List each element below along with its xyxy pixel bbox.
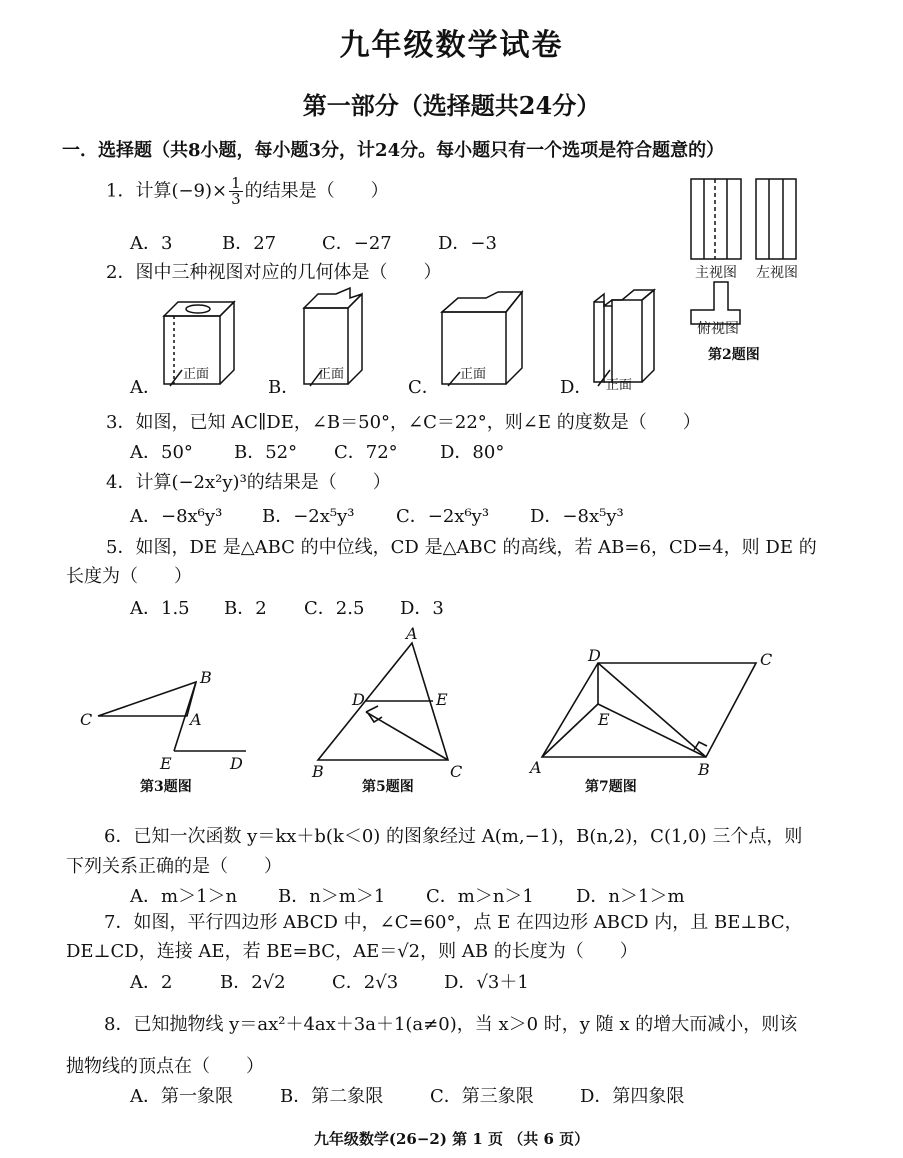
section-heading: 一．选择题（共8小题，每小题3分，计24分。每小题只有一个选项是符合题意的） (62, 140, 725, 161)
q1-option-d: D．−3 (438, 233, 497, 254)
q3-option-c: C．72° (334, 442, 398, 463)
q6-option-a: A．m＞1＞n (130, 886, 238, 907)
q5-option-c: C．2.5 (304, 598, 365, 619)
q8-option-c: C．第三象限 (430, 1086, 534, 1107)
q1-option-b: B．27 (222, 233, 277, 254)
q7-stem-line1: 7．如图，平行四边形 ABCD 中，∠C=60°，点 E 在四边形 ABCD 内，且 BE⊥BC， (104, 912, 803, 933)
q1-stem-post: 的结果是（ ） (244, 180, 389, 202)
q1-frac-num: 1 (231, 174, 241, 192)
q2-b-front-label: 正面 (318, 367, 345, 382)
q7-option-a: A．2 (130, 972, 173, 993)
q4-option-a: A．−8x⁶y³ (130, 506, 223, 527)
fig5-label-b: B (312, 762, 324, 781)
main-view-label: 主视图 (695, 265, 737, 281)
fig3-label-c: C (80, 710, 93, 729)
q4-option-b: B．−2x⁵y³ (262, 506, 355, 527)
q6-option-d: D．n＞1＞m (576, 886, 685, 907)
q7-option-b: B．2√2 (220, 972, 286, 993)
fig7-caption: 第7题图 (585, 779, 637, 795)
fig5-label-e: E (436, 690, 448, 709)
fig7-label-e: E (598, 710, 610, 729)
q5-option-d: D．3 (400, 598, 444, 619)
q2-option-b: B． (268, 377, 300, 398)
fig3-label-b: B (200, 668, 212, 687)
fig3-label-a: A (190, 710, 202, 729)
q1-frac-den: 3 (231, 190, 241, 208)
q2-a-front-label: 正面 (183, 367, 210, 382)
q6-stem-line1: 6．已知一次函数 y＝kx＋b(k＜0) 的图象经过 A(m,−1)，B(n,2)，C(1,0) 三个点，则 (104, 826, 803, 847)
q8-option-b: B．第二象限 (280, 1086, 384, 1107)
q6-option-b: B．n＞m＞1 (278, 886, 386, 907)
fig5-label-a: A (406, 624, 418, 643)
q1-option-c: C．−27 (322, 233, 392, 254)
q2-c-front-label: 正面 (460, 367, 487, 382)
fig3-caption: 第3题图 (140, 779, 192, 795)
q8-option-a: A．第一象限 (130, 1086, 233, 1107)
exam-title: 九年级数学试卷 (339, 28, 564, 63)
q2-d-front-label: 正面 (606, 378, 633, 393)
q5-option-a: A．1.5 (130, 598, 190, 619)
q8-option-d: D．第四象限 (580, 1086, 685, 1107)
q7-stem-line2: DE⊥CD，连接 AE，若 BE=BC，AE＝√2，则 AB 的长度为（ ） (66, 941, 638, 962)
fig7-label-a: A (530, 758, 542, 777)
q4-option-c: C．−2x⁶y³ (396, 506, 490, 527)
q2-caption: 第2题图 (708, 347, 760, 363)
q3-option-d: D．80° (440, 442, 505, 463)
q1-option-a: A．3 (130, 233, 173, 254)
fig3-label-e: E (160, 754, 172, 773)
q7-option-c: C．2√3 (332, 972, 399, 993)
q4-option-d: D．−8x⁵y³ (530, 506, 624, 527)
q3-option-a: A．50° (130, 442, 193, 463)
fig5-label-d: D (352, 690, 365, 709)
q6-stem-line2: 下列关系正确的是（ ） (66, 856, 282, 877)
q5-option-b: B．2 (224, 598, 267, 619)
q2-stem: 2．图中三种视图对应的几何体是（ ） (106, 262, 442, 283)
q8-stem-line1: 8．已知抛物线 y＝ax²＋4ax＋3a＋1(a≠0)，当 x＞0 时，y 随 x 的增大而减小，则该 (104, 1014, 798, 1035)
part-heading: 第一部分（选择题共24分） (302, 91, 601, 120)
q5-stem-line2: 长度为（ ） (66, 566, 192, 587)
q4-stem: 4．计算(−2x²y)³的结果是（ ） (106, 472, 391, 493)
q1-stem-pre: 1．计算(−9)× (106, 180, 228, 202)
q2-option-a: A． (130, 377, 161, 398)
q3-option-b: B．52° (234, 442, 298, 463)
fig7-label-b: B (698, 760, 710, 779)
q8-stem-line2: 抛物线的顶点在（ ） (66, 1056, 264, 1077)
q2-option-d: D． (560, 377, 593, 398)
q3-stem: 3．如图，已知 AC∥DE，∠B＝50°，∠C＝22°，则∠E 的度数是（ ） (106, 412, 701, 433)
q2-option-c: C． (408, 377, 440, 398)
q5-stem-line1: 5．如图，DE 是△ABC 的中位线，CD 是△ABC 的高线，若 AB=6，CD=4，则 DE 的 (106, 537, 817, 558)
fig7-label-c: C (760, 650, 773, 669)
q7-option-d: D．√3＋1 (444, 972, 529, 993)
fig7-label-d: D (588, 646, 601, 665)
q6-option-c: C．m＞n＞1 (426, 886, 534, 907)
top-view-label: 俯视图 (697, 321, 739, 337)
page-footer: 九年级数学(26−2) 第 1 页 （共 6 页） (313, 1130, 590, 1148)
fig3-label-d: D (230, 754, 243, 773)
left-view-label: 左视图 (756, 265, 798, 281)
fig5-label-c: C (450, 762, 463, 781)
fig5-caption: 第5题图 (362, 779, 414, 795)
